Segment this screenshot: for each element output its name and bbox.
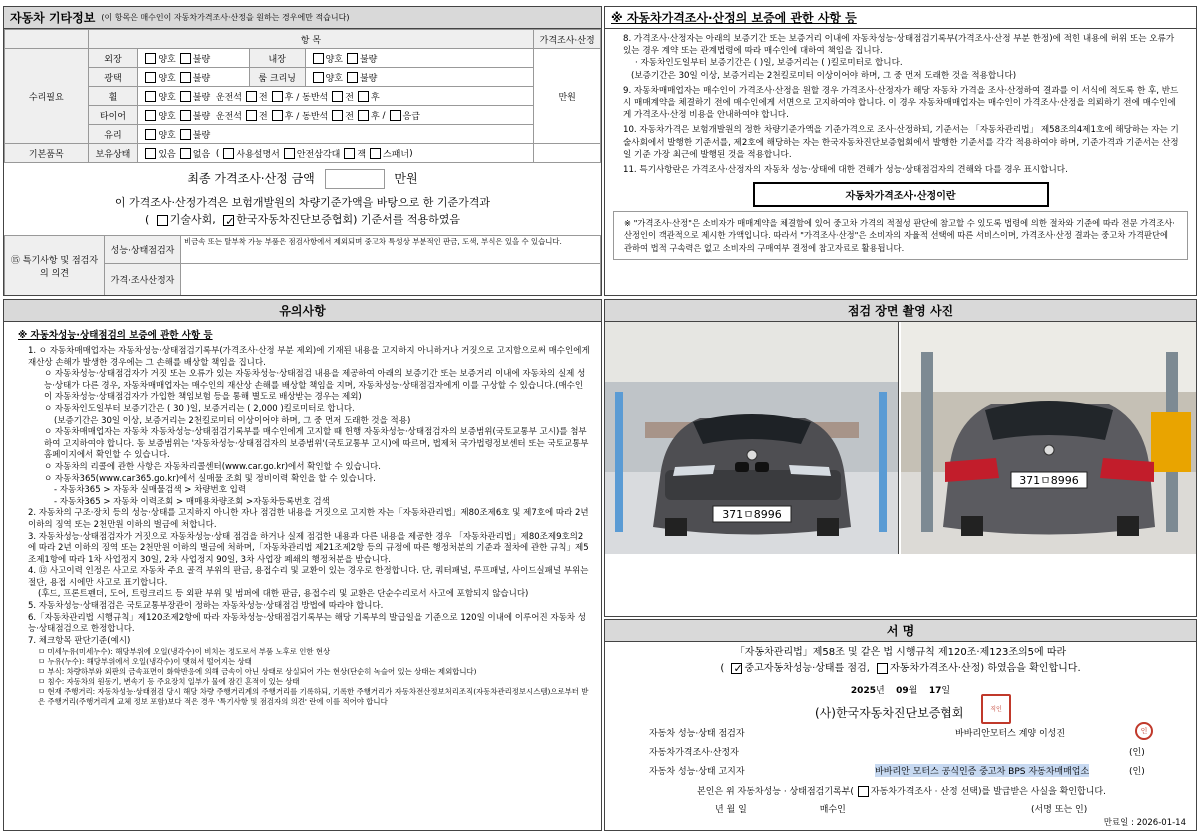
basic-label: 기본품목 [5, 144, 89, 163]
etc-info-header [4, 7, 601, 29]
front-plate-text: 371ㅁ8996 [722, 508, 782, 521]
receipt-checkbox[interactable] [858, 786, 869, 797]
gloss-bad-checkbox[interactable] [180, 72, 191, 83]
special-label: ⑮ 특기사항 및 점검자의 의견 [5, 236, 105, 296]
caution-item: ㅇ 자동차365(www.car365.go.kr)에서 실매물 조회 및 정비이력 확인을 할 수 있습니다. [44, 473, 376, 484]
notifier-row: 자동차 성능·상태 고지자 바바리안 모터스 공식인증 중고차 BPS 자동차매매업소 (인) [649, 764, 1149, 783]
criteria-note: ㅁ 현재 주행거리: 자동차성능·상태점검 당시 해당 차량 주행거리계의 주행거리를 기록하되, 기록한 주행거리가 자동차전산정보처리조직(자동차관리정보시스템)으로부터 받은 주행거리(주행거리계 교체 정보 포함)보다 적은 경우 '특기사항 및 점검자의 의견' 란에 이를 적어야 합니다 [38, 687, 589, 707]
wheel-good-checkbox[interactable] [145, 91, 156, 102]
criteria-note: ㅁ 부식: 차량하부와 외판의 금속표면이 화학반응에 의해 금속이 아닌 상태로 상실되어 가는 현상(단순히 녹슬어 있는 상태는 제외합니다) [38, 667, 477, 677]
manual-checkbox[interactable] [223, 148, 234, 159]
caution-item: ㅇ 자동차인도일부터 보증기간은 ( 30 )일, 보증거리는 ( 2,000 )킬로미터로 합니다. [44, 403, 355, 414]
expiry-date: 만료일 : 2026-01-14 [1103, 818, 1186, 828]
basis-line1: 이 가격조사·산정가격은 보험개발원의 차량기준가액을 바탕으로 한 기준가격과 [114, 196, 491, 209]
caution-item: 1. ㅇ 자동차매매업자는 자동차성능·상태점검기록부(가격조사·산정 부분 제외)에 기재된 내용을 고지하지 아니하거나 거짓으로 고지함으로써 매수인에게 재산상 손해가 발생한 경우에는 그 손해를 배상할 책임을 집니다. [28, 346, 590, 368]
wheel-driver-front-checkbox[interactable] [246, 91, 257, 102]
glass-bad-checkbox[interactable] [180, 129, 191, 140]
col-price-header: 가격조사·산정 [534, 30, 601, 49]
basic-item: 보유상태 [88, 144, 138, 163]
warranty-p8c: (보증기간은 30일 이상, 보증거리는 2천킬로미터 이상이어야 하며, 그 중 먼저 도래한 것을 적용합니다) [631, 70, 1017, 81]
warranty-p8b: · 자동차인도일부터 보증기간은 ( )일, 보증거리는 ( )킬로미터로 합니다. [635, 58, 903, 69]
basic-has-checkbox[interactable] [145, 148, 156, 159]
photos-header [605, 300, 1196, 322]
tire-good-checkbox[interactable] [145, 110, 156, 121]
jack-checkbox[interactable] [344, 148, 355, 159]
sign-law-line: 「자동차관리법」제58조 및 같은 법 시행규칙 제120조·제123조의5에 따라 [734, 647, 1067, 658]
inspector-row: 자동차 성능·상태 점검자 바바리안모터스 계양 이성진 인 [649, 726, 1149, 745]
signer-rows [649, 726, 1149, 783]
special-inspector-label: 성능·상태점검자 [105, 236, 181, 264]
special-price-label: 가격·조사산정자 [105, 264, 181, 296]
warranty-p10: 10. 자동차가격은 보험개발원의 정한 차량기준가액을 기준가격으로 조사·산정하되, 기준서는 「자동차관리법」 제58조의4제1호에 해당하는 자는 기술사회에서 발행한 기준서를, 제2호에 해당하는 자는 한국자동차진단보증협회에서 발행한 기준서를 각각 적용하여야 하며, 기준가격과 기준서는 산정일 기준 가장 최근에 발행된 것을 적용합니다. [623, 125, 1179, 160]
caution-item: 6.「자동차관리법 시행규칙」제120조제2항에 따라 자동차성능·상태점검기록부는 해당 기록부의 발급일을 기준으로 120일 이내에 이루어진 자동차 성능·상태점검으로 한정합니다. [28, 612, 586, 635]
exterior-good-checkbox[interactable] [145, 53, 156, 64]
wheel-passenger-front-checkbox[interactable] [332, 91, 343, 102]
final-price-row [4, 169, 601, 189]
rear-plate-text: 371ㅁ8996 [1019, 474, 1079, 487]
caution-header [4, 300, 601, 322]
repair-price-unit: 만원 [534, 49, 601, 144]
etc-info-subtitle: (이 항목은 매수인이 자동차가격조사·산정을 원하는 경우에만 적습니다) [101, 13, 350, 22]
price-definition-title: 자동차가격조사·산정이란 [753, 182, 1049, 207]
warranty-p11: 11. 특기사항란은 가격조사·산정자의 자동차 성능·상태에 대한 견해가 성능·상태점검자의 견해와 다를 경우 표시합니다. [623, 165, 1068, 176]
glass-good-checkbox[interactable] [145, 129, 156, 140]
tire-passenger-front-checkbox[interactable] [332, 110, 343, 121]
tire-driver-front-checkbox[interactable] [246, 110, 257, 121]
caution-list [18, 346, 591, 647]
gloss-good-checkbox[interactable] [145, 72, 156, 83]
photos-panel [604, 299, 1197, 617]
spanner-checkbox[interactable] [370, 148, 381, 159]
special-price-text [181, 264, 601, 296]
price-definition-box: ※ "가격조사·산정"은 소비자가 매매계약을 체결함에 있어 중고차 가격의 적절성 판단에 참고할 수 있도록 법령에 의한 절차와 기준에 따라 전문 가격조사·산정인이 객관적으로 제시한 가액입니다. 따라서 "가격조사·산정"은 소비자의 자율적 선택에 따른 서비스이며, 가격조사·산정 결과는 중고차 가격판단에 관하여 법적 구속력은 없고 소비자의 구매여부 결정에 참고자료로 활용됩니다. [613, 211, 1188, 260]
caution-subtitle: ※ 자동차성능·상태점검의 보증에 관한 사항 등 [18, 330, 213, 341]
sign-inspection-checkbox[interactable] [731, 663, 742, 674]
tire-driver-rear-checkbox[interactable] [272, 110, 283, 121]
basis-text: 이 가격조사·산정가격은 보험개발원의 차량기준가액을 바탕으로 한 기준가격과 ( 기술사회, ✓ 한국자동차진단보증협회) 기준서를 적용하였음 [4, 194, 601, 228]
caution-item: (보증기간은 30일 이상, 보증거리는 2천킬로미터 이상이어야 하며, 그 중 먼저 도래한 것을 적용) [54, 415, 411, 426]
signature-panel: 서 명 「자동차관리법」제58조 및 같은 법 시행규칙 제120조·제123조의5에 따라 ( ✓중고자동차성능·상태를 점검, 자동차가격조사·산정) 하였음을 확인합니다. 2025년 09월 17일 (사)한국자동차진단보증협회 직인 자동차 성능·상태 점검자 바바리안모터스 계양 이성진 인 자동차가격조사·산정자 (인) 자동차 성능·상태 고지자 바바리안 모터스 공식인증 중고차 BPS 자동차매매업소 (인) 본인은 위 자동차성능 · 상태점검기록부( 자동차가격조사 · 산정 선택)를 발급받은 사실을 확인합니다. 년 월 일 매수인 (서명 또는 인) 만료일 : 2026-01-14 [604, 619, 1197, 831]
warranty-header [605, 7, 1196, 29]
receipt-line: 본인은 위 자동차성능 · 상태점검기록부( 자동차가격조사 · 산정 선택)를 발급받은 사실을 확인합니다. [697, 787, 1106, 797]
etc-info-title: 자동차 기타정보 [10, 11, 96, 25]
warranty-p9: 9. 자동차매매업자는 매수인이 가격조사·산정을 원할 경우 가격조사·산정자가 해당 자동차 가격을 조사·산정하여 결과를 이 서식에 적도록 한 후, 반드시 매매계약을 체결하기 전에 매수인에게 서면으로 고지하여야 합니다. 이 경우 자동차매매업자는 매수인이 가격조사·산정을 의뢰하기 전에 매수인에게 가격조사·산정 비용을 안내하여야 합니다. [623, 85, 1179, 121]
wheel-driver-rear-checkbox[interactable] [272, 91, 283, 102]
sign-price-checkbox[interactable] [877, 663, 888, 674]
signature-header [605, 620, 1196, 642]
photos-title: 점검 장면 촬영 사진 [847, 304, 954, 318]
row-glass: 유리 [88, 125, 138, 144]
special-table [4, 235, 601, 296]
etc-info-panel [3, 6, 602, 296]
row-interior: 내장 [249, 49, 305, 68]
caution-item: (후드, 프론트펜더, 도어, 트렁크리드 등 외판 부위 및 범퍼에 대한 판금, 용접수리 및 교환은 단순수리로서 사고에 포함되지 않습니다) [38, 589, 529, 600]
tire-emergency-checkbox[interactable] [390, 110, 401, 121]
criteria-note: ㅁ 침수: 자동차의 원동기, 변속기 등 주요장치 일부가 물에 잠긴 흔적이 있는 상태 [38, 677, 300, 687]
repair-label: 수리필요 [5, 49, 89, 144]
row-cleaning: 룸 크리닝 [249, 68, 305, 87]
warranty-p8: 8. 가격조사·산정자는 아래의 보증기간 또는 보증거리 이내에 자동차성능·상태점검기록부(가격조사·산정 부분 한정)에 적힌 내용에 허위 또는 오류가 있는 경우 계약 또는 관계법령에 따라 매수인에 대하여 책임을 집니다. [623, 34, 1175, 57]
warranty-text [605, 29, 1196, 176]
signature-title: 서 명 [886, 624, 915, 638]
cleaning-bad-checkbox[interactable] [347, 72, 358, 83]
final-price-label: 최종 가격조사·산정 금액 [187, 171, 315, 186]
caution-panel [3, 299, 602, 831]
pricer-row: 자동차가격조사·산정자 (인) [649, 748, 1145, 758]
wheel-bad-checkbox[interactable] [180, 91, 191, 102]
interior-good-checkbox[interactable] [313, 53, 324, 64]
sign-org: (사)한국자동차진단보증협회 [815, 706, 964, 720]
warranty-panel [604, 6, 1197, 296]
car-front-photo [605, 322, 899, 554]
caution-title: 유의사항 [279, 304, 326, 318]
caution-item: 3. 자동차성능·상태점검자가 거짓으로 자동차성능·상태 점검을 하거나 실제 점검한 내용과 다른 내용을 제공한 경우 「자동차관리법」제80조제9호의2에 따라 2년 이하의 징역 또는 2천만원 이하의 벌금에 처하며,「자동차관리법 제21조제2항 등의 규정에 따른 행정처분의 기준과 절차에 관한 규칙」제5조제1항에 따라 1차 사업정지 30일, 2차 사업정지 90일, 3차 사업장 폐쇄의 행정처분을 받습니다. [28, 531, 589, 565]
sign-date: 2025년 09월 17일 [850, 686, 951, 696]
caution-item: ㅇ 자동차성능·상태점검자가 거짓 또는 오류가 있는 자동차성능·상태점검 내용을 제공하여 아래의 보증기간 또는 보증거리 이내에 자동차의 실제 성능·상태가 다른 경우, 자동차매매업자는 매수인의 재산상 손해를 배상할 책임을 지며, 자동차성능·상태점검자에게 이를 구상할 수 있습니다.(매수인이 자동차성능·상태점검자가 가입한 책임보험 등을 통해 별도로 배상받는 경우는 제외) [44, 369, 586, 403]
row-gloss: 광택 [88, 68, 138, 87]
warranty-title: ※ 자동차가격조사·산정의 보증에 관한 사항 등 [611, 11, 857, 25]
org-stamp: 직인 [981, 694, 1011, 724]
etc-info-table: 항 목 가격조사·산정 수리필요 외장 양호 불량 내장 양호 불량 만원 광택 양호 불량 룸 크리닝 양호 불량 휠 양호 불량 운전석 전 후 / 동반석 전 후 타이어 양호 불량 운전석 전 후 / 동반석 전 후 / 응급 유리 양호 불량 기본품목 보유상태 있음 없음 ( 사용설명서 안전삼각대 잭 스패너) [4, 29, 601, 163]
col-item-header: 항 목 [88, 30, 534, 49]
inspector-seal: 인 [1135, 722, 1153, 740]
caution-item: ㅇ 자동차매매업자는 자동차 자동차성능·상태점검기록부를 매수인에게 고지할 때 헌행 자동차성능·상태점검자의 보증범위(국토교통부 고시)를 첨부하여 고지하여야 합니다. 동 보증범위는 '자동차성능·상태점검자의 보증범위'(국토교통부 고시)에 따르며, 법제처 국가법령정보센터 또는 국토교통부 홈페이지에서 확인할 수 있습니다. [44, 427, 589, 461]
car-rear-image [901, 322, 1197, 554]
criteria-note: ㅁ 미세누유(미세누수): 해당부위에 오일(냉각수)이 비치는 정도로서 부품 노후로 인한 현상 [38, 647, 331, 657]
triangle-checkbox[interactable] [284, 148, 295, 159]
interior-bad-checkbox[interactable] [347, 53, 358, 64]
buyer-row: 년 월 일 매수인 (서명 또는 인) [715, 805, 1088, 815]
special-inspector-text: 비금속 또는 탈부착 가능 부품은 점검사항에서 제외되며 중고차 특성상 부분적인 판금, 도색, 부식은 있을 수 있습니다. [181, 236, 601, 264]
basic-none-checkbox[interactable] [180, 148, 191, 159]
caution-item: - 자동차365 > 자동차 이력조회 > 매매용차량조회 >자동차등록번호 검색 [54, 496, 330, 507]
caution-item: ㅇ 자동차의 리콜에 관한 사항은 자동차리콜센터(www.car.go.kr)에서 확인할 수 있습니다. [44, 461, 381, 472]
final-price-unit: 만원 [394, 171, 418, 186]
row-tire: 타이어 [88, 106, 138, 125]
tire-passenger-rear-checkbox[interactable] [358, 110, 369, 121]
final-price-input[interactable] [325, 169, 385, 189]
row-exterior: 외장 [88, 49, 138, 68]
criteria-note: ㅁ 누유(누수): 해당부위에서 오일(냉각수)이 맺혀서 떨어지는 상태 [38, 657, 252, 667]
car-front-image [605, 322, 899, 554]
caution-item: - 자동차365 > 자동차 실매물검색 > 차량번호 입력 [54, 485, 247, 496]
exterior-bad-checkbox[interactable] [180, 53, 191, 64]
check-criteria-notes [18, 647, 591, 707]
wheel-passenger-rear-checkbox[interactable] [358, 91, 369, 102]
basis-assoc-checkbox[interactable] [223, 215, 234, 226]
caution-item: 4. ⑫ 사고이력 인정은 사고로 자동차 주요 골격 부위의 판금, 용접수리 및 교환이 있는 경우로 한정합니다. 단, 쿼터패널, 루프패널, 사이드실패널 부위는 절단, 용접 시에만 사고로 표기합니다. [28, 566, 589, 588]
cleaning-good-checkbox[interactable] [313, 72, 324, 83]
caution-item: 2. 자동차의 구조·장치 등의 성능·상태를 고지하지 아니한 자나 점검한 내용을 거짓으로 고지한 자는「자동차관리법」제80조제6호 및 제7호에 따라 2년 이하의 징역 또는 2천만원 이하의 벌금에 처합니다. [28, 508, 589, 530]
basis-tech-checkbox[interactable] [157, 215, 168, 226]
row-wheel: 휠 [88, 87, 138, 106]
tire-bad-checkbox[interactable] [180, 110, 191, 121]
caution-item: 7. 체크항목 판단기준(예시) [28, 635, 131, 646]
car-rear-photo [901, 322, 1197, 554]
caution-item: 5. 자동차성능·상태점검은 국토교통부장관이 정하는 자동차성능·상태점검 방법에 따라야 합니다. [28, 601, 384, 612]
